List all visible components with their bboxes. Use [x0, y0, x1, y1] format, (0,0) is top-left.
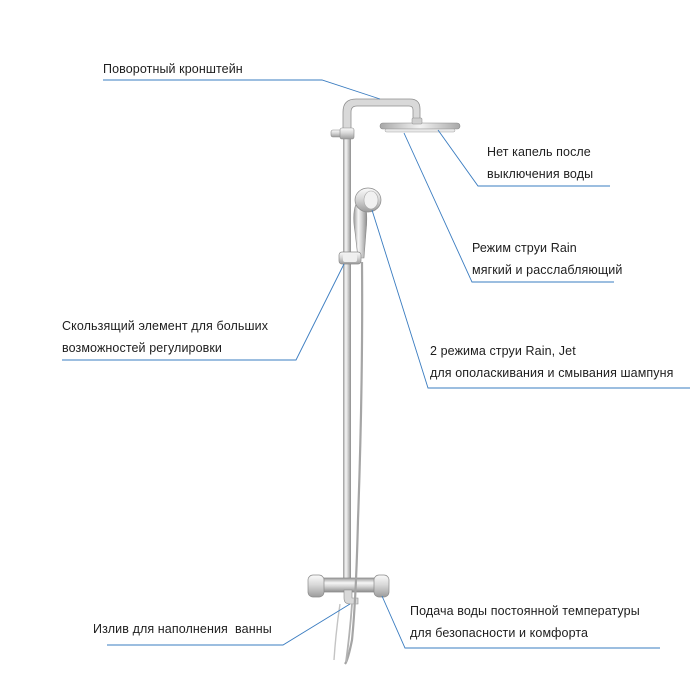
callout-rain-mode: [472, 237, 622, 281]
callout-two-modes-line1: 2 режима струи Rain, Jet: [430, 344, 576, 358]
callout-rain-mode-line1: Режим струи Rain: [472, 241, 577, 255]
overhead-shower-head: [380, 118, 460, 132]
slider-element: [339, 252, 361, 264]
callout-no-drip-line1: Нет капель после: [487, 145, 591, 159]
callout-slider-line1: Скользящий элемент для больших: [62, 319, 269, 333]
hand-shower: [354, 188, 381, 258]
callout-no-drip-line2: выключения воды: [487, 167, 594, 181]
callout-spout-line1: Излив для наполнения ванны: [93, 622, 272, 636]
callout-swivel-arm: [103, 58, 243, 80]
thermostat-body: [308, 575, 389, 604]
callout-two-modes: [430, 340, 673, 384]
callout-thermostat: [410, 600, 640, 644]
leader-swivel: [103, 80, 380, 99]
callout-two-modes-line2: для ополаскивания и смывания шампуня: [430, 366, 674, 380]
callout-rain-mode-line2: мягкий и расслабляющий: [472, 263, 623, 277]
callout-slider: [62, 315, 268, 359]
callout-thermostat-line1: Подача воды постоянной температуры: [410, 604, 640, 618]
callout-thermostat-line2: для безопасности и комфорта: [410, 626, 589, 640]
callout-swivel-arm-line1: Поворотный кронштейн: [103, 62, 243, 76]
callout-slider-line2: возможностей регулировки: [62, 341, 223, 355]
callout-no-drip: [487, 141, 593, 185]
riser-pipe: [343, 108, 351, 586]
callout-spout: [93, 618, 272, 640]
